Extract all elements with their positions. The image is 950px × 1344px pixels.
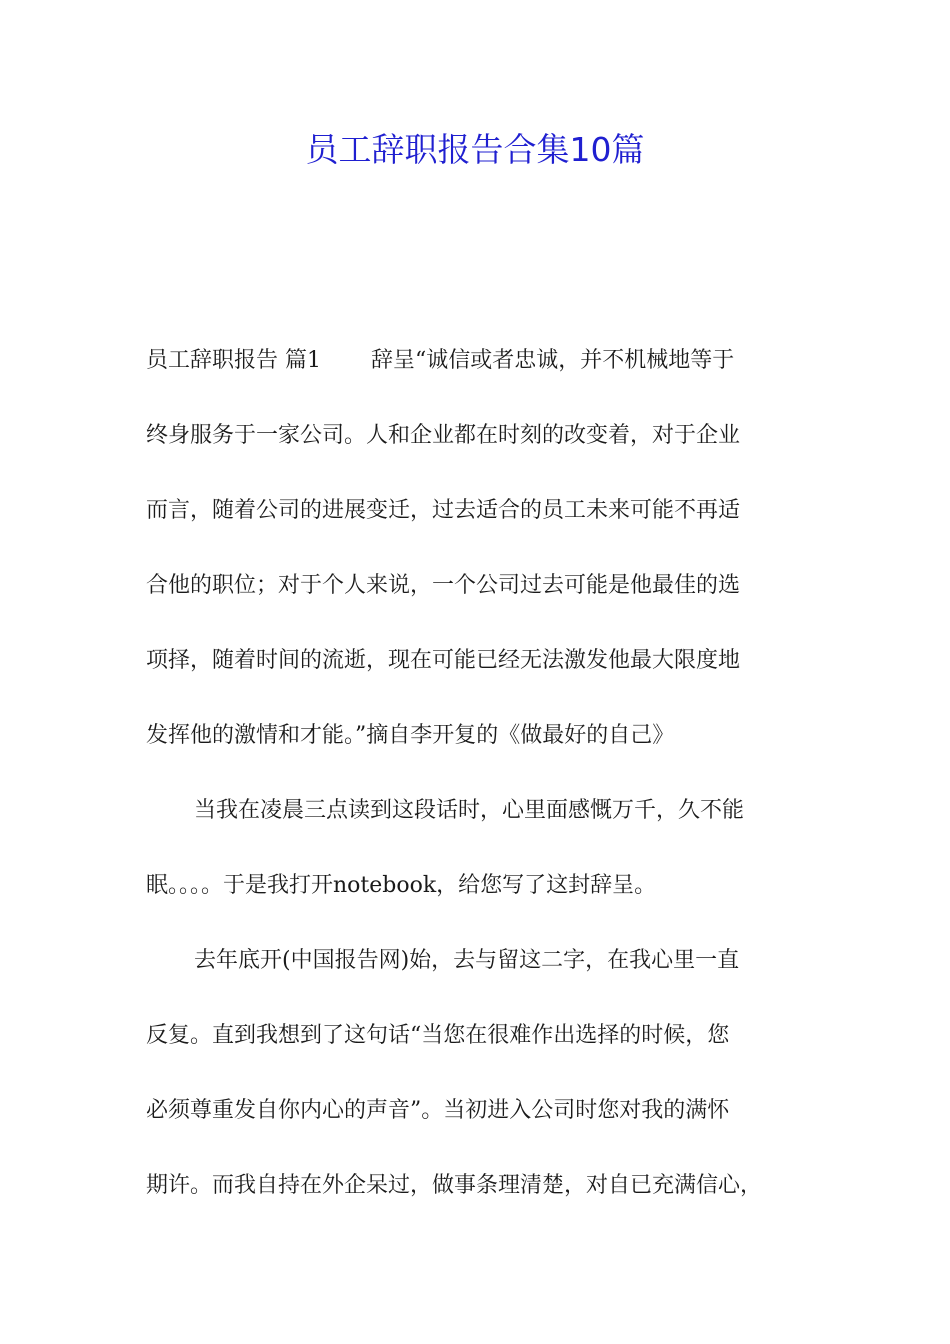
section-heading: 员工辞职报告 篇1 xyxy=(146,348,321,373)
paragraph-line: 期许。而我自持在外企呆过，做事条理清楚，对自已充满信心， xyxy=(146,1173,763,1198)
paragraph-line: 眠。。。。于是我打开notebook，给您写了这封辞呈。 xyxy=(146,873,657,898)
line-text: 辞呈“诚信或者忠诚，并不机械地等于 xyxy=(371,348,735,373)
paragraph-line: 而言，随着公司的进展变迁，过去适合的员工未来可能不再适 xyxy=(146,498,741,523)
paragraph-line: 反复。直到我想到了这句话“当您在很难作出选择的时候，您 xyxy=(146,1023,730,1048)
document-title: 员工辞职报告合集10篇 xyxy=(305,130,645,169)
paragraph-line: 发挥他的激情和才能。”摘自李开复的《做最好的自己》 xyxy=(146,723,675,748)
paragraph-line: 项择，随着时间的流逝，现在可能已经无法激发他最大限度地 xyxy=(146,648,741,673)
paragraph-line: 去年底开(中国报告网)始，去与留这二字，在我心里一直 xyxy=(194,948,740,973)
paragraph-line: 合他的职位；对于个人来说，一个公司过去可能是他最佳的选 xyxy=(146,573,741,598)
paragraph-line: 终身服务于一家公司。人和企业都在时刻的改变着，对于企业 xyxy=(146,423,741,448)
paragraph-line: 当我在凌晨三点读到这段话时，心里面感慨万千，久不能 xyxy=(194,798,745,823)
paragraph-line xyxy=(146,346,734,376)
paragraph-line: 必须尊重发自你内心的声音”。当初进入公司时您对我的满怀 xyxy=(146,1098,730,1123)
